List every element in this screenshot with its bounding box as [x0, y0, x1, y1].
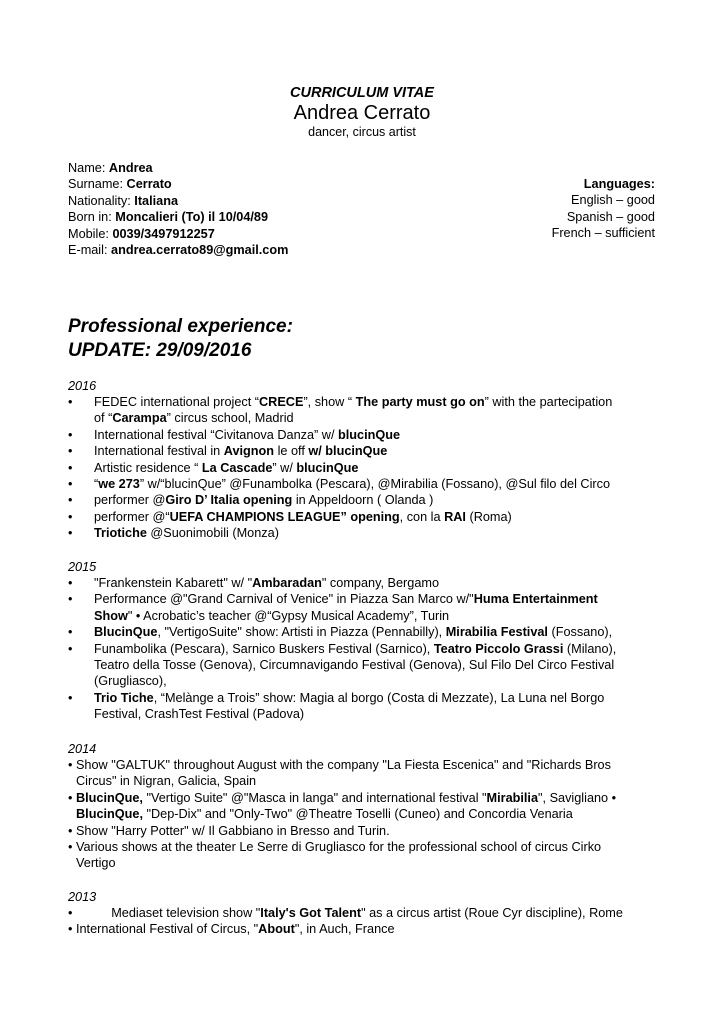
surname-label: Surname:	[68, 177, 124, 192]
list-item: • International festival in Avignon le off w/ blucinQue	[68, 444, 388, 459]
languages-block	[552, 176, 655, 242]
experience-list	[68, 905, 658, 938]
list-item: • Various shows at the theater Le Serre di Grugliasco for the professional school of circus Cirko Vertigo	[68, 840, 602, 871]
bullet-icon: •	[68, 526, 73, 541]
list-item: • International festival “Civitanova Danza” w/ blucinQue	[68, 427, 401, 442]
year-block-2013	[68, 889, 658, 938]
year-heading: 2013	[68, 890, 97, 904]
bullet-icon: •	[68, 509, 73, 524]
cv-header	[0, 84, 724, 140]
email-label: E-mail:	[68, 243, 108, 258]
list-item: • International Festival of Circus, "About", in Auch, France	[68, 922, 395, 937]
year-heading: 2015	[68, 560, 97, 574]
bullet-icon: •	[68, 427, 73, 442]
nationality-value: Italiana	[134, 193, 179, 208]
nationality-label: Nationality:	[68, 193, 131, 208]
experience-list	[68, 394, 658, 542]
list-item: • Show "GALTUK" throughout August with the company "La Fiesta Escenica" and "Richards Bros Circus" in Nigran, Galicia, Spain	[68, 758, 611, 789]
experience-list	[68, 575, 658, 723]
email-row	[68, 242, 656, 258]
name-value: Andrea	[108, 161, 153, 175]
list-item: • Trio Tiche, “Melànge a Trois” show: Magia al borgo (Costa di Mezzate), La Luna nel Borgo Festival, CrashTest Festival (Padova)	[68, 690, 605, 722]
section-title	[68, 315, 293, 363]
bullet-icon: •	[68, 460, 73, 475]
language-item: Spanish – good	[566, 209, 655, 224]
mobile-value: 0039/3497912257	[112, 226, 215, 241]
list-item: • Triotiche @Suonimobili (Monza)	[68, 526, 279, 541]
list-item: • Artistic residence “ La Cascade” w/ blucinQue	[68, 460, 359, 475]
surname-value: Cerrato	[126, 177, 172, 192]
year-heading: 2014	[68, 742, 97, 756]
language-item: French – sufficient	[551, 226, 655, 241]
list-item: • Mediaset television show "Italy's Got Talent" as a circus artist (Roue Cyr discipline), Rome	[68, 906, 623, 920]
languages-title: Languages:	[583, 177, 655, 191]
name-row	[68, 160, 656, 176]
list-item: • Performance @"Grand Carnival of Venice" in Piazza San Marco w/"Huma Entertainment Show" • Acrobatic’s teacher @“Gypsy Musical Academy”, Turin	[68, 592, 598, 623]
cv-subtitle: dancer, circus artist	[308, 125, 416, 139]
bullet-icon: •	[68, 576, 73, 590]
list-item: • BlucinQue, "Vertigo Suite" @"Masca in langa" and international festival "Mirabilia", Savigliano • BlucinQue, "Dep-Dix" and "Only-Two" @Theatre Toselli (Cuneo) and Concordia Venaria	[68, 790, 617, 822]
email-value: andrea.cerrato89@gmail.com	[111, 243, 289, 258]
list-item: • Show "Harry Potter" w/ Il Gabbiano in Bresso and Turin.	[68, 823, 390, 838]
list-item: • performer @Giro D’ Italia opening in Appeldoorn ( Olanda )	[68, 493, 434, 508]
born-value: Moncalieri (To) il 10/04/89	[115, 210, 269, 225]
year-block-2014	[68, 741, 658, 872]
list-item: • BlucinQue, "VertigoSuite" show: Artisti in Piazza (Pennabilly), Mirabilia Festival (Fossano),	[68, 625, 613, 640]
bullet-icon: •	[68, 493, 73, 508]
bullet-icon: •	[68, 641, 73, 656]
bullet-icon: •	[68, 625, 73, 640]
update-date: UPDATE: 29/09/2016	[68, 340, 252, 361]
cv-name: Andrea Cerrato	[293, 102, 431, 124]
year-heading: 2016	[68, 379, 97, 393]
mobile-label: Mobile:	[68, 226, 109, 241]
bullet-icon: •	[68, 444, 73, 459]
experience-list	[68, 757, 658, 872]
name-label: Name:	[68, 161, 106, 175]
bullet-icon: •	[68, 477, 73, 492]
bullet-icon: •	[68, 690, 73, 705]
bullet-icon: •	[68, 592, 73, 607]
list-item: • FEDEC international project “CRECE”, show “ The party must go on” with the partecipation of “Carampa” circus school, Madrid	[68, 395, 613, 426]
year-block-2015	[68, 559, 658, 723]
born-label: Born in:	[68, 210, 112, 225]
year-block-2016	[68, 378, 658, 542]
bullet-icon: •	[68, 395, 73, 409]
list-item: • "Frankenstein Kabarett" w/ "Ambaradan" company, Bergamo	[68, 576, 440, 590]
language-item: English – good	[571, 193, 655, 208]
list-item: • performer @“UEFA CHAMPIONS LEAGUE” opening, con la RAI (Roma)	[68, 509, 512, 524]
list-item: • “we 273” w/“blucinQue” @Funambolka (Pescara), @Mirabilia (Fossano), @Sul filo del Circo	[68, 477, 611, 492]
list-item: • Funambolika (Pescara), Sarnico Buskers Festival (Sarnico), Teatro Piccolo Grassi (Milano), Teatro della Tosse (Genova), Circumnavigando Festival (Genova), Sul Filo Del Circo Festival (Grugliasco),	[68, 641, 617, 689]
cv-label: CURRICULUM VITAE	[290, 85, 434, 101]
experience-heading: Professional experience:	[68, 316, 293, 337]
